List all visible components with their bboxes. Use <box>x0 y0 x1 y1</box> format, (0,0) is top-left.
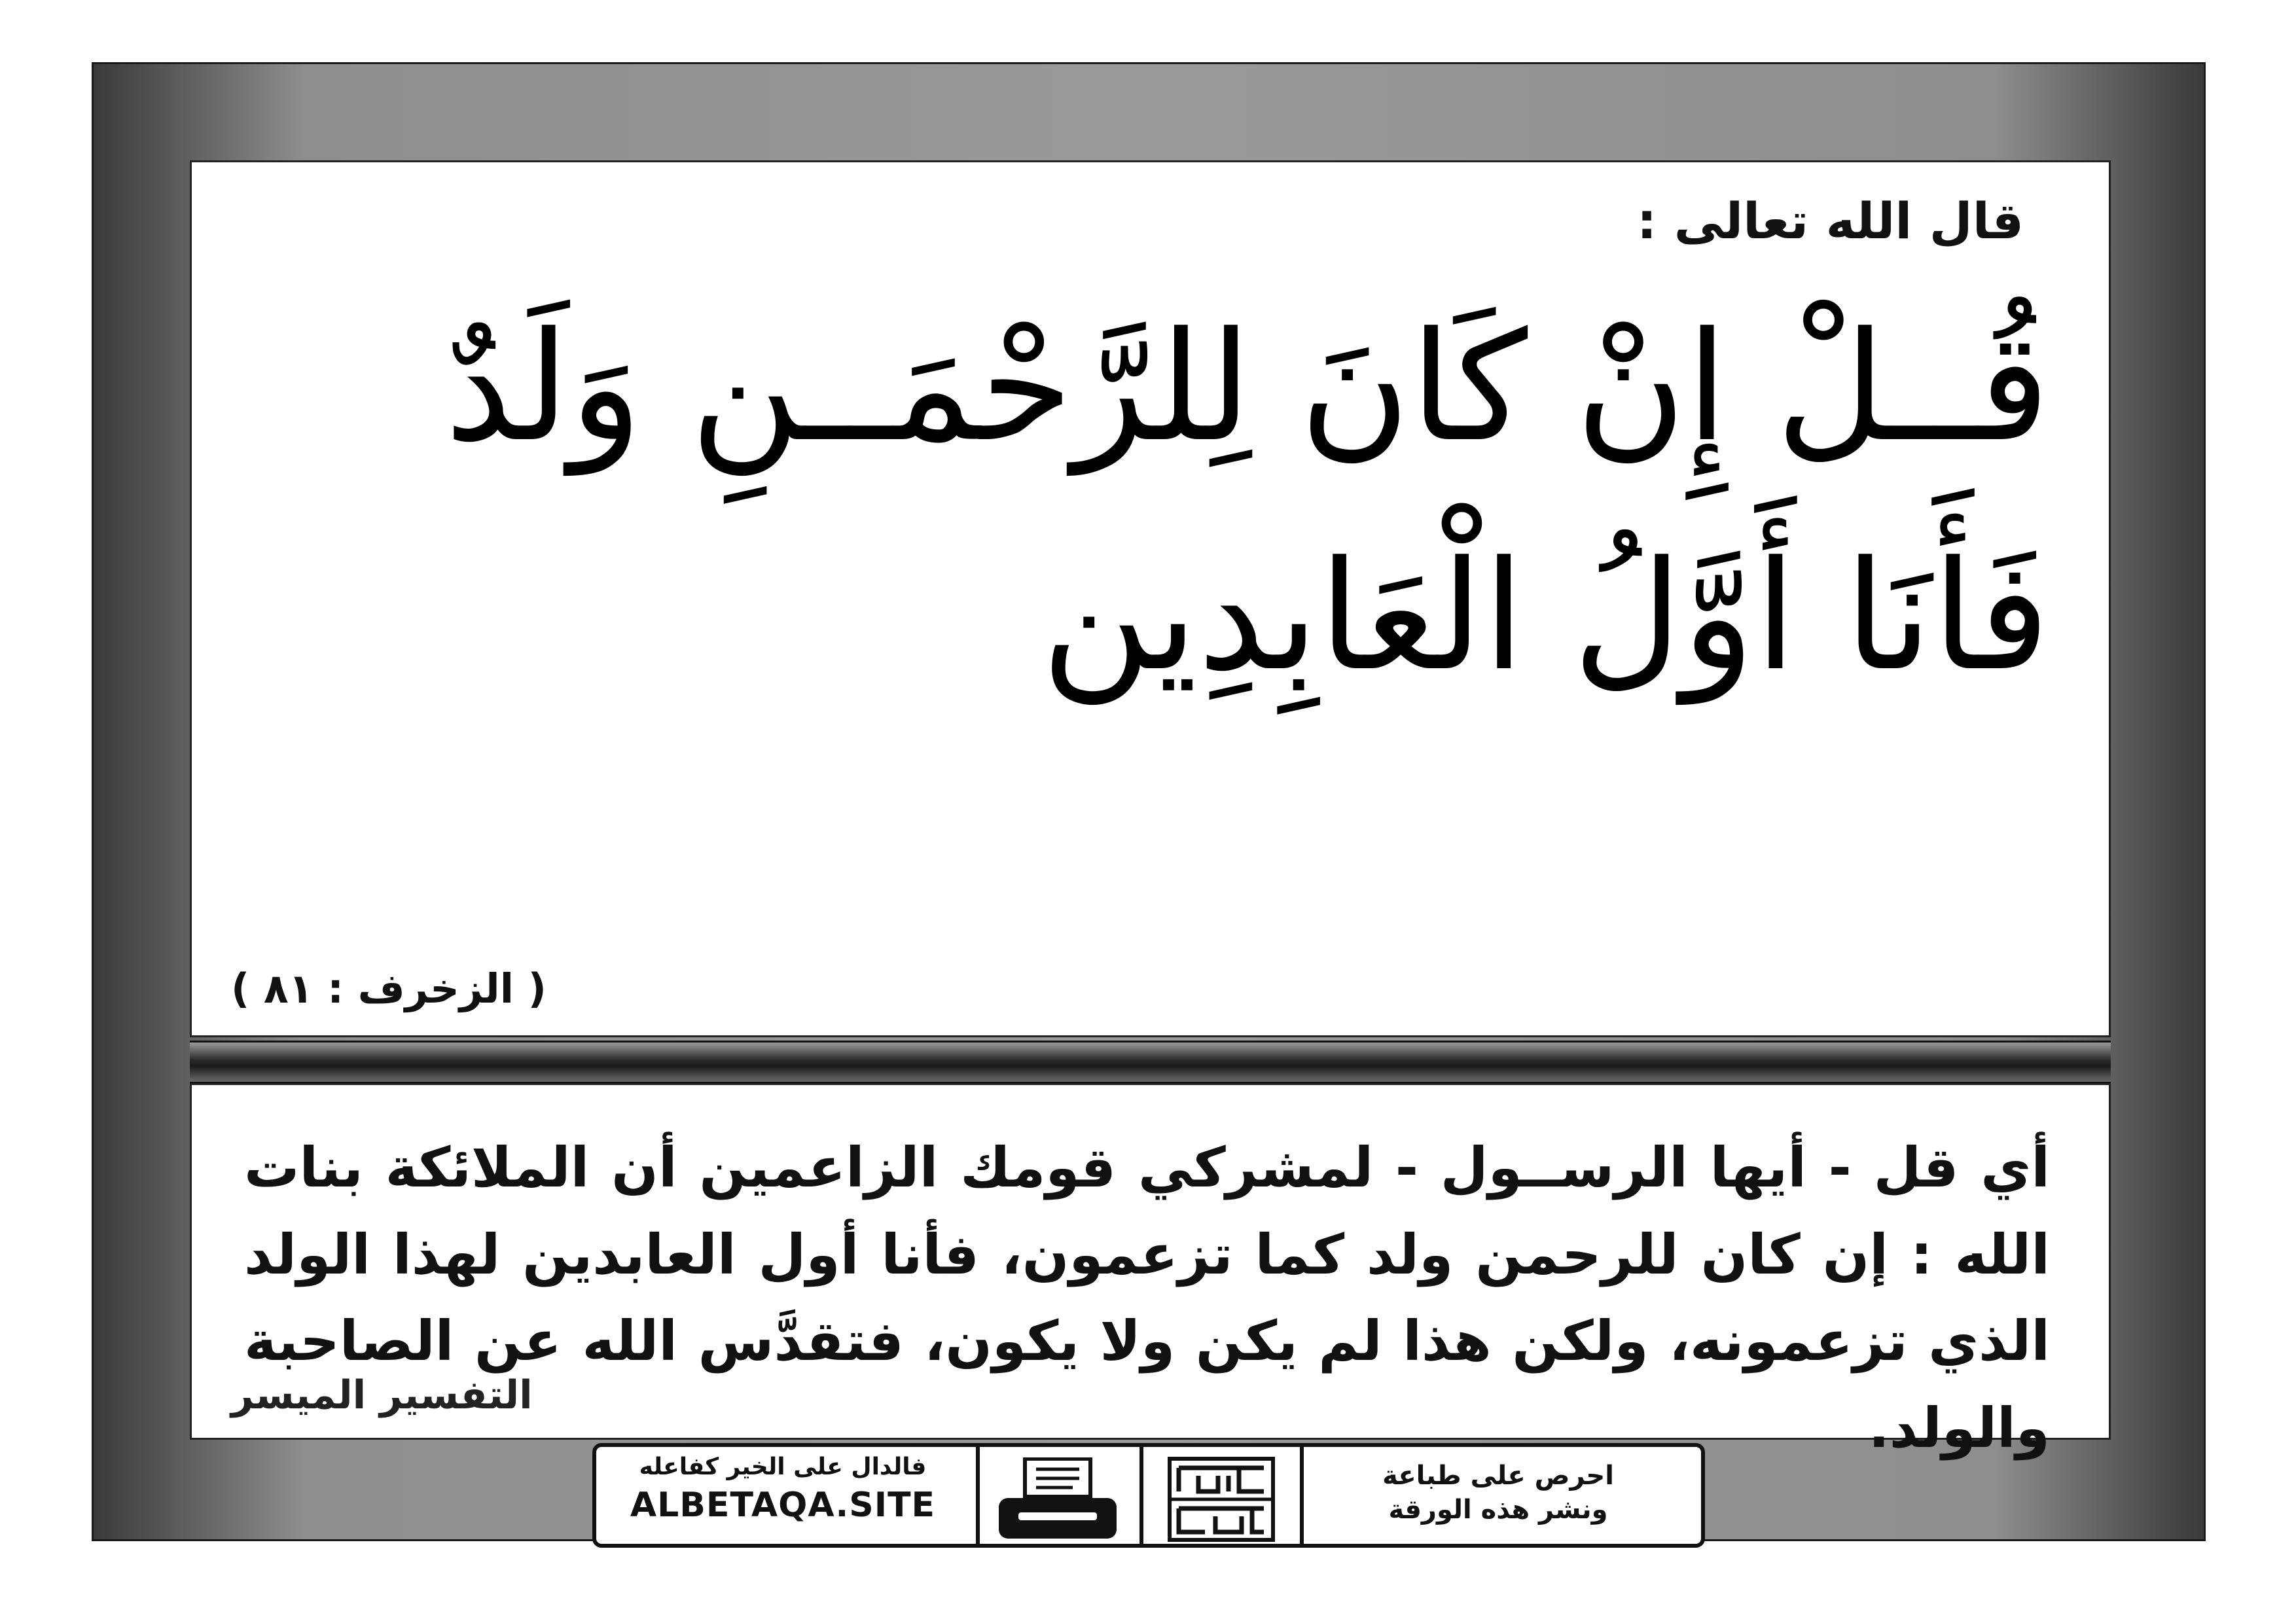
site-link[interactable]: ALBETAQA.SITE <box>630 1486 936 1525</box>
printer-icon <box>996 1457 1120 1543</box>
footer-site-block <box>609 1454 956 1525</box>
footer-divider <box>1139 1447 1143 1544</box>
verse-reference: ( الزخرف : ٨١ ) <box>231 965 547 1012</box>
tafsir-panel <box>190 1083 2111 1461</box>
footer-reminder <box>1315 1459 1681 1527</box>
tafsir-source: التفسير الميسر <box>231 1372 533 1418</box>
footer-divider <box>976 1447 980 1544</box>
quran-verse <box>251 274 2050 731</box>
separator-bar <box>190 1041 2111 1084</box>
verse-panel <box>190 160 2111 1037</box>
tafsir-text: أي قل - أيها الرســول - لمشركي قومك الزاعمين أن الملائكة بنات الله : إن كان للرحمن ولد كما تزعمون، فأنا أول العابدين لهذا الولد الذي تزعمونه، ولكن هذا لم يكن ولا يكون، فتقدَّس الله عن الصاحبة والولد. <box>244 1135 2050 1461</box>
verse-line-2: فَأَنَا أَوَّلُ الْعَابِدِين <box>1041 529 2050 704</box>
reminder-line-2: ونشر هذه الورقة <box>1388 1495 1608 1525</box>
footer-divider <box>1300 1447 1304 1544</box>
footer-dal-text: فالدال على الخير كفاعله <box>639 1454 927 1480</box>
dawat-alwaraqa-logo-icon <box>1166 1455 1277 1544</box>
verse-line-1: قُــلْ إِنْ كَانَ لِلرَّحْمَــنِ وَلَدٌ <box>444 300 2050 475</box>
reminder-line-1: احرص على طباعة <box>1382 1461 1614 1491</box>
verse-intro: قال الله تعالى : <box>1636 192 2024 250</box>
footer-box <box>592 1443 1705 1548</box>
